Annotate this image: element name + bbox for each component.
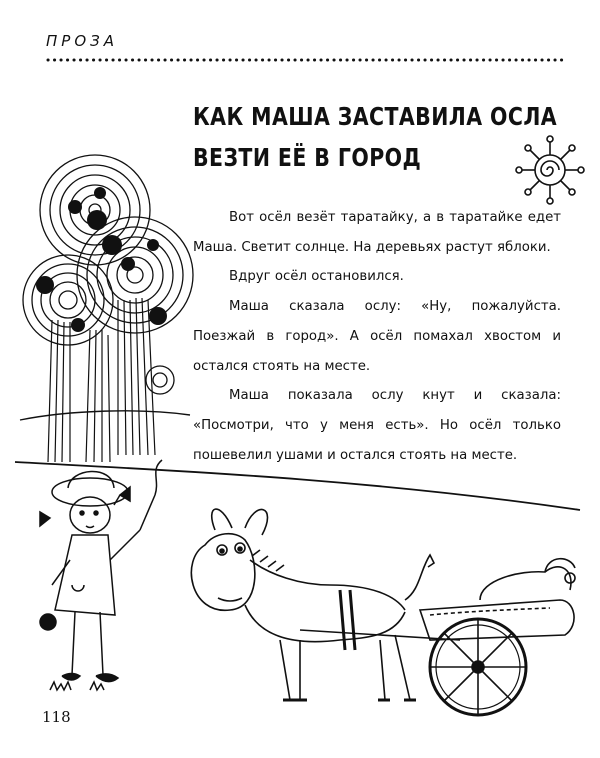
paragraph-2: Вдруг осёл остановился. (229, 269, 404, 285)
story-text (193, 203, 561, 470)
paragraph-1: Вот осёл везёт таратайку, а в таратайке едет Маша. Светит солнце. На деревьях растут яблоки. (193, 210, 561, 255)
paragraph-3: Маша сказала ослу: «Ну, пожалуйста. Поезжай в город». А осёл помахал хвостом и остался стоять на месте. (193, 299, 561, 374)
section-label: ПРОЗА (46, 32, 119, 50)
dotted-divider (46, 56, 566, 64)
title-line-1: КАК МАША ЗАСТАВИЛА ОСЛА (193, 102, 558, 131)
page-number: 118 (42, 708, 71, 726)
story-title (193, 96, 558, 178)
paragraph-4: Маша показала ослу кнут и сказала: «Посмотри, что у меня есть». Но осёл только пошевелил ушами и остался стоять на месте. (193, 388, 561, 463)
title-line-2: ВЕЗТИ ЕЁ В ГОРОД (193, 143, 422, 172)
